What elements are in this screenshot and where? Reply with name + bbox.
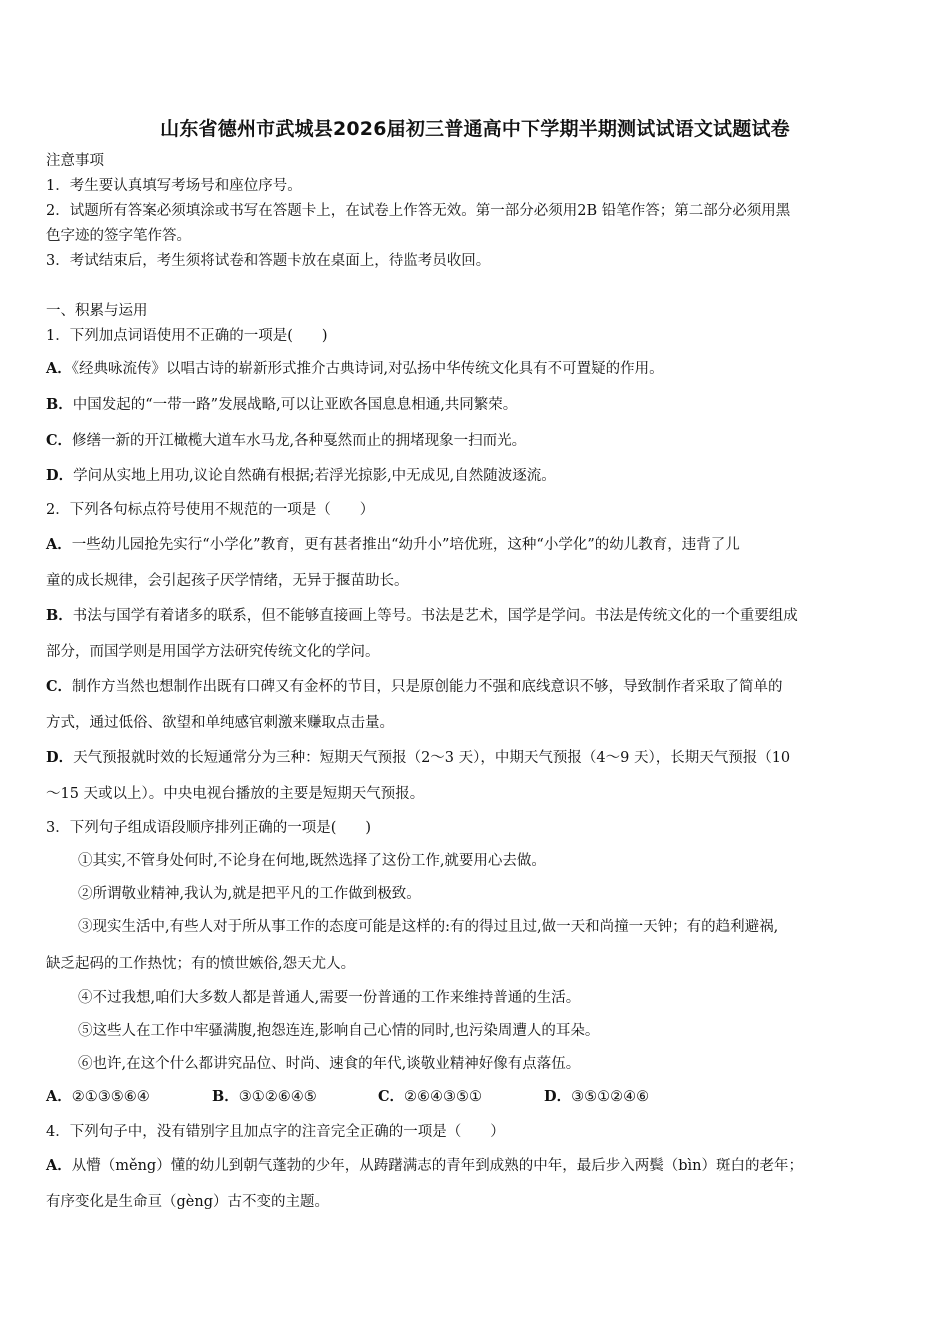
question-1-option-c: C．修缮一新的开江橄榄大道车水马龙,各种戛然而止的拥堵现象一扫而光。	[46, 432, 527, 449]
option-letter: C．	[46, 678, 73, 695]
question-3-sentence: ⑤这些人在工作中牢骚满腹,抱怨连连,影响自己心情的同时,也污染周遭人的耳朵。	[78, 1023, 600, 1039]
notice-heading: 注意事项	[46, 153, 104, 169]
notice-item: 色字迹的签字笔作答。	[46, 228, 191, 244]
question-2-stem: 2．下列各句标点符号使用不规范的一项是（ ）	[46, 502, 375, 518]
question-2-line: C．制作方当然也想制作出既有口碑又有金杯的节目，只是原创能力不强和底线意识不够，导致制作者采取了简单的	[46, 678, 783, 695]
question-3-option-d: D．③⑤①②④⑥	[544, 1088, 650, 1105]
question-2-line: D．天气预报就时效的长短通常分为三种：短期天气预报（2～3 天），中期天气预报（4～9 天），长期天气预报（10	[46, 749, 791, 766]
question-2-line: A．一些幼儿园抢先实行“小学化”教育，更有甚者推出“幼升小”培优班，这种“小学化”的幼儿教育，违背了儿	[46, 536, 740, 553]
option-letter: A．	[46, 1157, 72, 1174]
option-letter: B．	[212, 1088, 239, 1105]
notice-item: 2．试题所有答案必须填涂或书写在答题卡上，在试卷上作答无效。第一部分必须用2B 铅笔作答；第二部分必须用黑	[46, 203, 791, 219]
question-4-line: 有序变化是生命亘（gèng）古不变的主题。	[46, 1194, 329, 1210]
question-2-line: 方式，通过低俗、欲望和单纯感官刺激来赚取点击量。	[46, 715, 394, 731]
option-letter: A．	[46, 1088, 72, 1105]
question-3-sentence: 缺乏起码的工作热忱；有的愤世嫉俗,怨天尤人。	[46, 956, 356, 972]
option-letter: D．	[544, 1088, 572, 1105]
question-2-line: 部分，而国学则是用国学方法研究传统文化的学问。	[46, 644, 380, 660]
option-letter: B．	[46, 607, 73, 624]
question-3-sentence: ③现实生活中,有些人对于所从事工作的态度可能是这样的:有的得过且过,做一天和尚撞一天钟；有的趋利避祸,	[78, 919, 779, 935]
option-letter: A．	[46, 360, 72, 377]
question-3-option-a: A．②①③⑤⑥④	[46, 1088, 150, 1105]
notice-item: 1．考生要认真填写考场号和座位序号。	[46, 178, 302, 194]
question-4-stem: 4．下列句子中，没有错别字且加点字的注音完全正确的一项是（ ）	[46, 1124, 505, 1140]
question-1-stem: 1．下列加点词语使用不正确的一项是( )	[46, 328, 328, 344]
page-title: 山东省德州市武城县2026届初三普通高中下学期半期测试试语文试题试卷	[160, 118, 790, 140]
question-3-options	[46, 1087, 649, 1107]
question-3-sentence: ④不过我想,咱们大多数人都是普通人,需要一份普通的工作来维持普通的生活。	[78, 990, 581, 1006]
question-3-sentence: ②所谓敬业精神,我认为,就是把平凡的工作做到极致。	[78, 886, 421, 902]
notice-item: 3．考试结束后，考生须将试卷和答题卡放在桌面上，待监考员收回。	[46, 253, 491, 269]
question-3-option-b: B．③①②⑥④⑤	[212, 1088, 317, 1105]
question-1-option-d: D．学问从实地上用功,议论自然确有根据;若浮光掠影,中无成见,自然随波逐流。	[46, 467, 556, 484]
question-4-line: A．从懵（měng）懂的幼儿到朝气蓬勃的少年，从踌躇满志的青年到成熟的中年，最后步入两鬓（bìn）斑白的老年；	[46, 1157, 803, 1174]
question-3-sentence: ⑥也许,在这个什么都讲究品位、时尚、速食的年代,谈敬业精神好像有点落伍。	[78, 1056, 581, 1072]
section-heading: 一、积累与运用	[46, 303, 148, 319]
question-2-line: ～15 天或以上）。中央电视台播放的主要是短期天气预报。	[46, 786, 425, 802]
option-letter: C．	[378, 1088, 405, 1105]
question-1-option-a: A．《经典咏流传》以唱古诗的崭新形式推介古典诗词,对弘扬中华传统文化具有不可置疑的作用。	[46, 360, 664, 377]
question-2-line: 童的成长规律，会引起孩子厌学情绪，无异于揠苗助长。	[46, 573, 409, 589]
option-letter: D．	[46, 749, 74, 766]
option-letter: A．	[46, 536, 72, 553]
option-letter: B．	[46, 396, 73, 413]
question-3-stem: 3．下列句子组成语段顺序排列正确的一项是( )	[46, 820, 372, 836]
question-2-line: B．书法与国学有着诸多的联系，但不能够直接画上等号。书法是艺术，国学是学问。书法是传统文化的一个重要组成	[46, 607, 798, 624]
option-letter: D．	[46, 467, 74, 484]
option-letter: C．	[46, 432, 73, 449]
question-3-sentence: ①其实,不管身处何时,不论身在何地,既然选择了这份工作,就要用心去做。	[78, 853, 546, 869]
question-3-option-c: C．②⑥④③⑤①	[378, 1088, 483, 1105]
question-1-option-b: B．中国发起的“一带一路”发展战略,可以让亚欧各国息息相通,共同繁荣。	[46, 396, 518, 413]
